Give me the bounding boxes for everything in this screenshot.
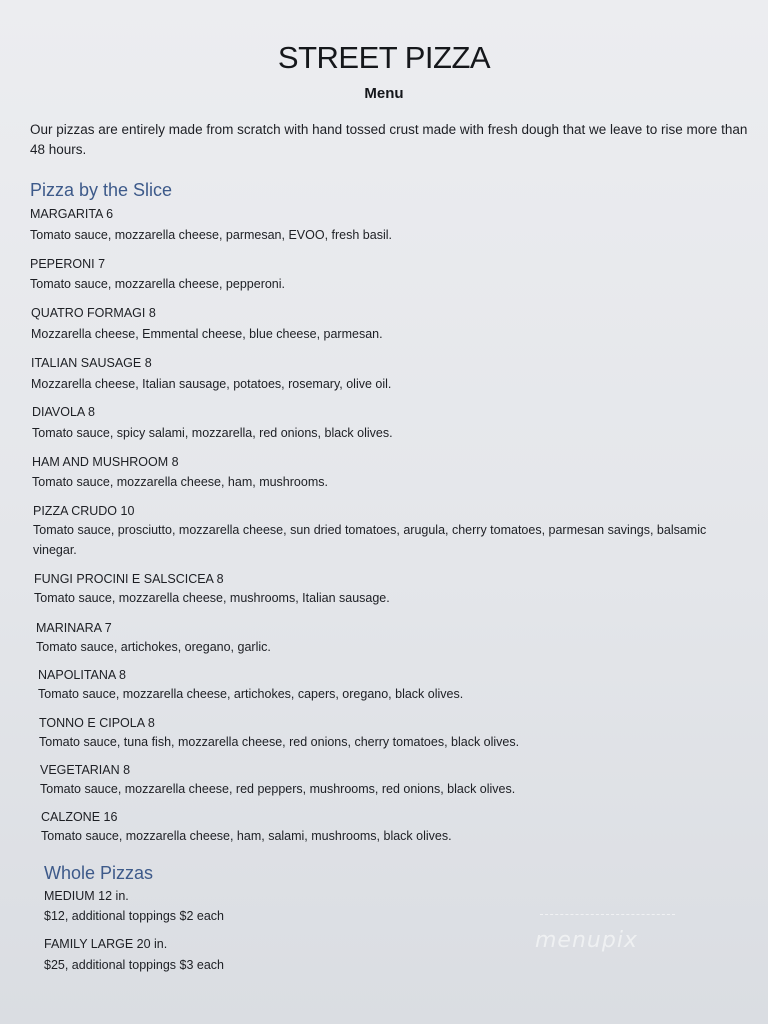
- menu-item-desc: Tomato sauce, artichokes, oregano, garlic.: [36, 640, 271, 654]
- menu-item-desc: Tomato sauce, mozzarella cheese, ham, mushrooms.: [32, 475, 328, 489]
- menu-item-name: NAPOLITANA 8: [38, 668, 126, 682]
- menu-item-name: PIZZA CRUDO 10: [33, 504, 135, 518]
- menu-item-name: QUATRO FORMAGI 8: [31, 306, 156, 320]
- intro-text: Our pizzas are entirely made from scratch with hand tossed crust made with fresh dough that we leave to rise more than 48 hours.: [30, 122, 748, 157]
- menu-item-name: HAM AND MUSHROOM 8: [32, 455, 179, 469]
- page-title: STREET PIZZA: [277, 40, 491, 75]
- menu-item-name: FAMILY LARGE 20 in.: [44, 937, 168, 951]
- menu-item-desc: Tomato sauce, mozzarella cheese, parmesan, EVOO, fresh basil.: [30, 228, 392, 242]
- menu-item-name: DIAVOLA 8: [32, 405, 95, 419]
- menu-item-desc: Tomato sauce, mozzarella cheese, mushrooms, Italian sausage.: [34, 591, 390, 605]
- watermark-logo: menupix: [535, 928, 638, 953]
- menu-item-name: MARINARA 7: [36, 621, 112, 635]
- page-subtitle: Menu: [364, 85, 404, 102]
- menu-item-desc: Mozzarella cheese, Emmental cheese, blue cheese, parmesan.: [31, 327, 383, 341]
- menu-item-name: MEDIUM 12 in.: [44, 889, 129, 903]
- menu-item-name: MARGARITA 6: [30, 207, 114, 221]
- section-heading-slice: Pizza by the Slice: [30, 180, 173, 200]
- menu-item-name: FUNGI PROCINI E SALSCICEA 8: [34, 572, 224, 586]
- menu-item-name: CALZONE 16: [41, 810, 118, 824]
- menu-item-desc: Tomato sauce, mozzarella cheese, red peppers, mushrooms, red onions, black olives.: [40, 782, 516, 796]
- menu-item-name: ITALIAN SAUSAGE 8: [31, 356, 152, 370]
- menu-item-desc: Tomato sauce, spicy salami, mozzarella, red onions, black olives.: [32, 426, 393, 440]
- watermark-divider: [540, 914, 675, 915]
- menu-item-name: VEGETARIAN 8: [40, 763, 131, 777]
- menu-item-desc: $25, additional toppings $3 each: [44, 958, 225, 972]
- menu-item-desc: $12, additional toppings $2 each: [44, 909, 225, 923]
- menu-item-desc: Tomato sauce, mozzarella cheese, ham, salami, mushrooms, black olives.: [41, 829, 452, 843]
- menu-item-desc: Tomato sauce, tuna fish, mozzarella cheese, red onions, cherry tomatoes, black olives.: [39, 735, 520, 749]
- menu-item-name: PEPERONI 7: [30, 257, 106, 271]
- section-heading-whole: Whole Pizzas: [44, 863, 154, 883]
- menu-item-desc: Mozzarella cheese, Italian sausage, potatoes, rosemary, olive oil.: [31, 377, 392, 391]
- menu-item-desc: Tomato sauce, mozzarella cheese, artichokes, capers, oregano, black olives.: [38, 687, 464, 701]
- menu-item-desc: Tomato sauce, prosciutto, mozzarella cheese, sun dried tomatoes, arugula, cherry tomatoes, parmesan savings, balsamic vinegar.: [33, 523, 707, 557]
- menu-item-name: TONNO E CIPOLA 8: [39, 716, 155, 730]
- menu-item-desc: Tomato sauce, mozzarella cheese, pepperoni.: [30, 277, 286, 291]
